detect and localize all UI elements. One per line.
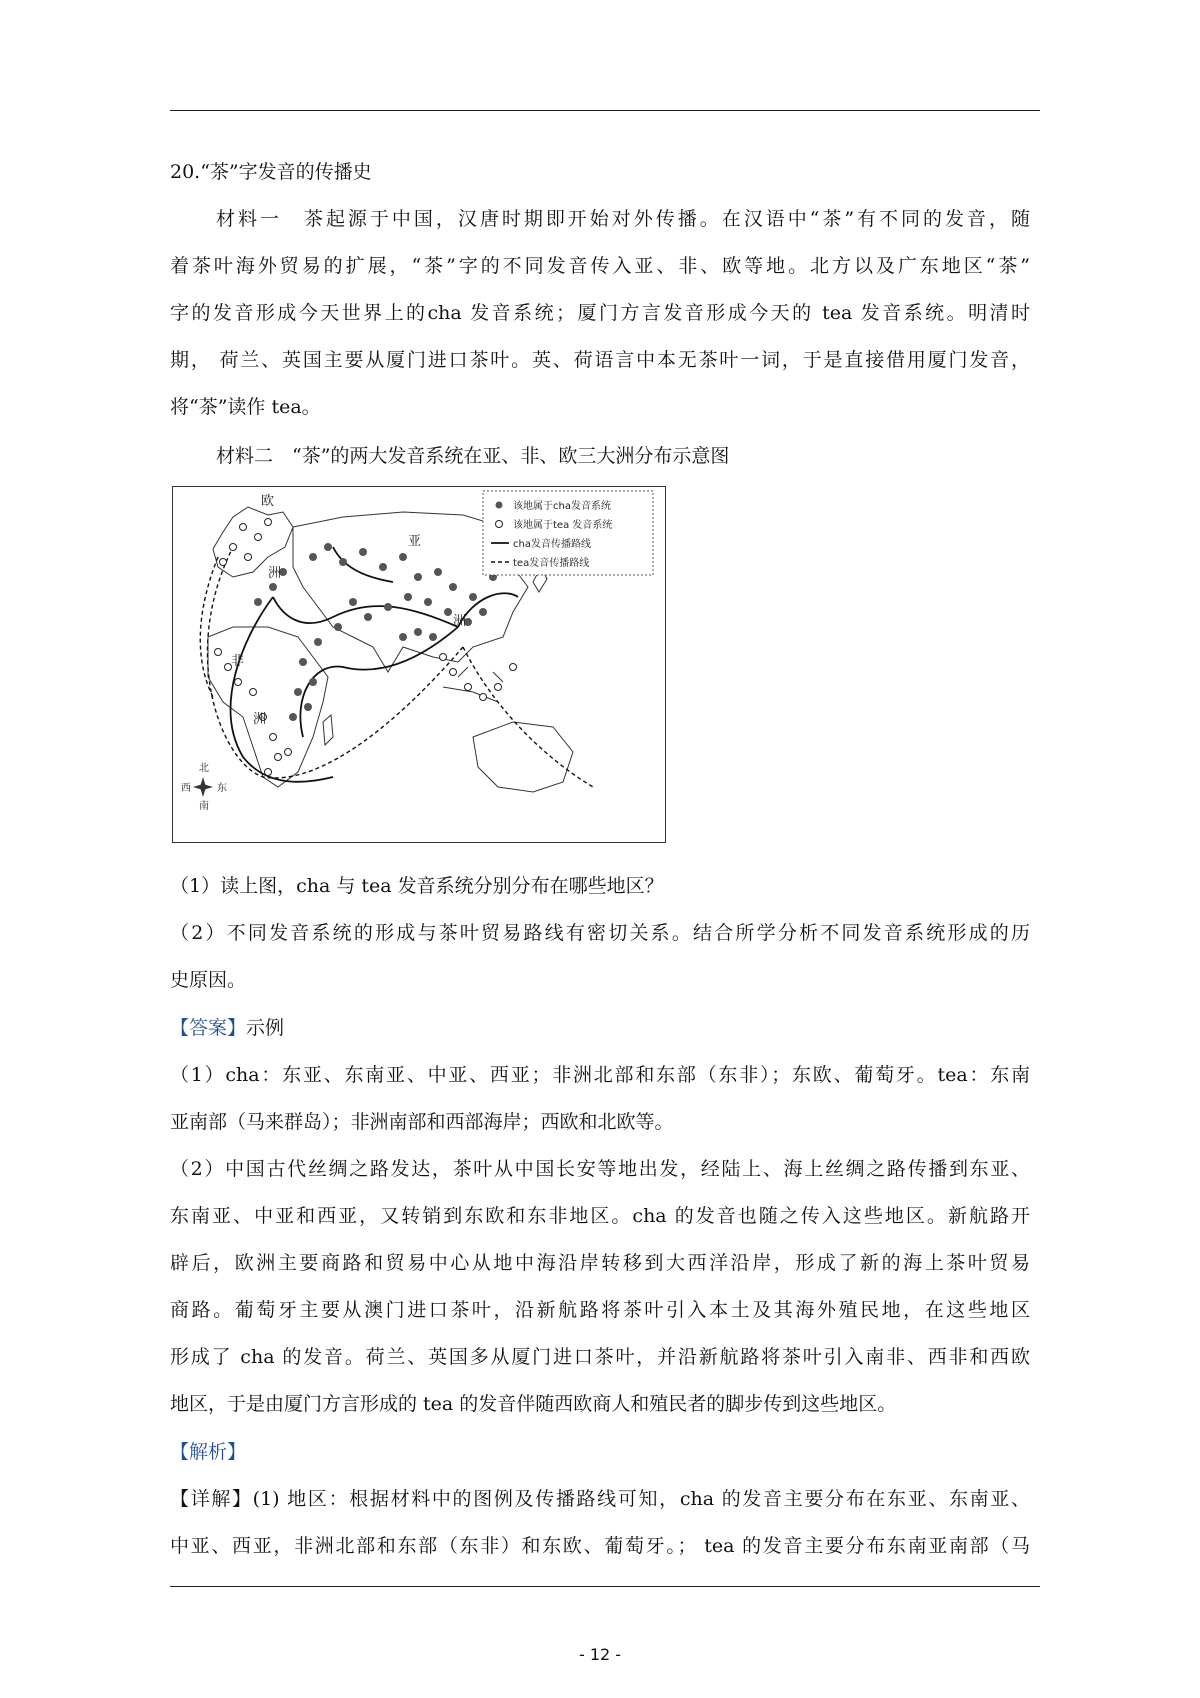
label-africa-2: 洲 bbox=[253, 712, 267, 727]
material1-line: 字的发音形成今天世界上的cha 发音系统；厦门方言发音形成今天的 tea 发音系统。明清时 bbox=[170, 302, 1030, 324]
answer-2-line: 地区，于是由厦门方言形成的 tea 的发音伴随西欧商人和殖民者的脚步传到这些地区。 bbox=[170, 1393, 897, 1415]
answer-1-line: （1）cha：东亚、东南亚、中亚、西亚；非洲北部和东部（东非）；东欧、葡萄牙。tea：东南 bbox=[170, 1064, 1030, 1086]
material1-line: 着茶叶海外贸易的扩展，“茶”字的不同发音传入亚、非、欧等地。北方以及广东地区“茶” bbox=[170, 255, 1030, 277]
legend-tea-place: 该地属于tea 发音系统 bbox=[513, 520, 613, 531]
australia-coast bbox=[473, 722, 573, 792]
label-africa-1: 非 bbox=[231, 654, 245, 669]
answer-2-line: 形成了 cha 的发音。荷兰、英国多从厦门进口茶叶，并沿新航路将茶叶引入南非、西非和西欧 bbox=[170, 1346, 1030, 1368]
legend-cha-place: 该地属于cha发音系统 bbox=[513, 501, 611, 512]
island-madagascar bbox=[323, 715, 333, 745]
label-europe-1: 欧 bbox=[261, 494, 275, 509]
cha-route bbox=[231, 597, 333, 782]
material2-caption: 材料二 “茶”的两大发音系统在亚、非、欧三大洲分布示意图 bbox=[216, 445, 730, 467]
tea-route bbox=[463, 647, 593, 787]
tea-pronunciation-map bbox=[172, 486, 666, 843]
analysis-line bbox=[170, 1487, 1030, 1511]
analysis-tag: 【解析】 bbox=[170, 1441, 247, 1463]
label-asia-2: 洲 bbox=[453, 614, 467, 629]
header-rule bbox=[170, 110, 1040, 111]
question-2-line: 史原因。 bbox=[170, 969, 247, 991]
compass-south: 南 bbox=[199, 801, 209, 812]
answer-2-line: 东南亚、中亚和西亚，又转销到东欧和东非地区。cha 的发音也随之传入这些地区。新航路开 bbox=[170, 1205, 1030, 1227]
label-europe-2: 洲 bbox=[268, 566, 282, 581]
analysis-text: (1) 地区：根据材料中的图例及传播路线可知，cha 的发音主要分布在东亚、东南亚、 bbox=[252, 1488, 1030, 1510]
footer-rule bbox=[170, 1586, 1040, 1587]
material1-line: 将“茶”读作 tea。 bbox=[170, 396, 321, 418]
answer-label: 示例 bbox=[246, 1017, 285, 1039]
compass-east: 东 bbox=[217, 783, 227, 794]
map-legend bbox=[483, 491, 653, 575]
answer-2-line: 辟后，欧洲主要商路和贸易中心从地中海沿岸转移到大西洋沿岸，形成了新的海上茶叶贸易 bbox=[170, 1252, 1030, 1274]
compass-rose bbox=[181, 762, 227, 812]
answer-tag: 【答案】 bbox=[170, 1017, 247, 1039]
label-asia-1: 亚 bbox=[408, 534, 422, 549]
material1-line: 材料一 茶起源于中国，汉唐时期即开始对外传播。在汉语中“茶”有不同的发音，随 bbox=[216, 208, 1030, 230]
page-number: - 12 - bbox=[578, 1645, 622, 1664]
legend-tea-route: tea发音传播路线 bbox=[513, 558, 590, 569]
question-1: （1）读上图，cha 与 tea 发音系统分别分布在哪些地区？ bbox=[170, 875, 664, 897]
answer-1-line: 亚南部（马来群岛）；非洲南部和西部海岸；西欧和北欧等。 bbox=[170, 1111, 674, 1133]
tea-route bbox=[207, 547, 463, 778]
legend-cha-route: cha发音传播路线 bbox=[513, 539, 591, 550]
material1-line: 期， 荷兰、英国主要从厦门进口茶叶。英、荷语言中本无茶叶一词，于是直接借用厦门发音， bbox=[170, 349, 1030, 371]
compass-west: 西 bbox=[181, 783, 191, 794]
question-2-line: （2）不同发音系统的形成与茶叶贸易路线有密切关系。结合所学分析不同发音系统形成的历 bbox=[170, 922, 1030, 944]
answer-2-line: （2）中国古代丝绸之路发达，茶叶从中国长安等地出发，经陆上、海上丝绸之路传播到东亚、 bbox=[170, 1158, 1030, 1180]
detail-tag: 【详解】 bbox=[170, 1488, 253, 1510]
analysis-line: 中亚、西亚，非洲北部和东部（东非）和东欧、葡萄牙。； tea 的发音主要分布东南亚南部（马 bbox=[170, 1535, 1030, 1557]
question-title: 20.“茶”字发音的传播史 bbox=[170, 161, 372, 183]
answer-2-line: 商路。葡萄牙主要从澳门进口茶叶，沿新航路将茶叶引入本土及其海外殖民地，在这些地区 bbox=[170, 1299, 1030, 1321]
compass-north: 北 bbox=[199, 763, 209, 774]
answer-header bbox=[170, 1016, 1030, 1040]
